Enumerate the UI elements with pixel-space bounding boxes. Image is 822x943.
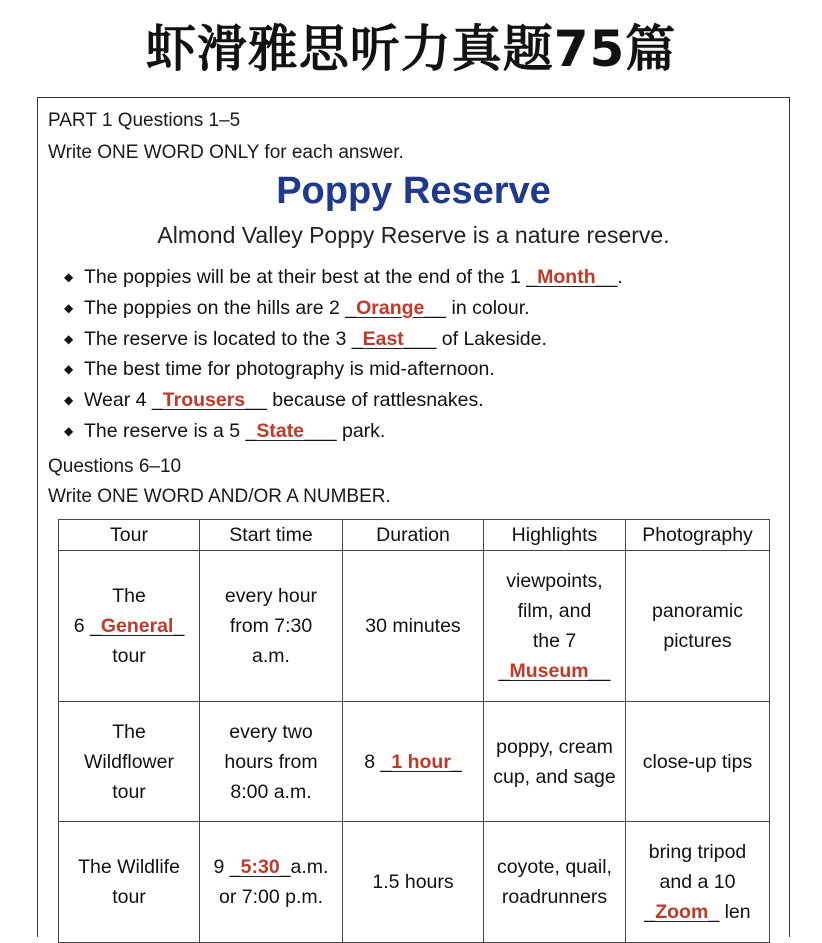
part2-heading: Questions 6–10	[48, 456, 182, 477]
table-cell: The 6 _General_ tour	[59, 551, 200, 702]
bullet-icon: ◆	[64, 331, 74, 346]
table-cell: panoramic pictures	[626, 551, 770, 702]
column-header: Duration	[343, 520, 484, 551]
table-cell: close-up tips	[626, 702, 770, 822]
table-row	[59, 702, 770, 822]
table-cell: 8 _1 hour_	[343, 702, 484, 822]
table-cell: bring tripod and a 10 _Zoom_ len	[626, 822, 770, 943]
list-item: ◆ The reserve is located to the 3 _East___ of Lakeside.	[64, 324, 764, 355]
table-cell: The Wildlife tour	[59, 822, 200, 943]
table-header-row	[59, 520, 770, 551]
tour-table	[58, 519, 770, 943]
answer-4: Trousers	[162, 389, 246, 412]
column-header: Tour	[59, 520, 200, 551]
answer-2: Orange	[356, 296, 425, 319]
table-cell: coyote, quail, roadrunners	[484, 822, 626, 943]
list-item: ◆ The reserve is a 5 _State___ park.	[64, 416, 764, 447]
answer-9: 5:30	[240, 856, 280, 878]
worksheet-title: Poppy Reserve	[276, 170, 551, 212]
part1-instruction: Write ONE WORD ONLY for each answer.	[48, 142, 404, 163]
table-cell: viewpoints, film, and the 7 _Museum__	[484, 551, 626, 702]
answer-3: East	[362, 327, 404, 350]
part1-heading: PART 1 Questions 1–5	[48, 110, 241, 131]
table-cell: 9 _5:30_a.m. or 7:00 p.m.	[200, 822, 343, 943]
bullet-icon: ◆	[64, 270, 74, 284]
answer-1: Month	[537, 266, 596, 288]
answer-5: State	[256, 419, 305, 442]
column-header: Photography	[626, 520, 770, 551]
banner-title: 虾滑雅思听力真题75篇	[145, 20, 677, 78]
answer-7: Museum	[509, 660, 589, 682]
bullet-icon: ◆	[64, 423, 74, 438]
table-cell: every two hours from 8:00 a.m.	[200, 702, 343, 822]
table-cell: 30 minutes	[343, 551, 484, 702]
note-list	[64, 262, 764, 447]
answer-6: General	[100, 615, 174, 637]
bullet-icon: ◆	[64, 393, 74, 408]
column-header: Highlights	[484, 520, 626, 551]
bullet-icon: ◆	[64, 300, 74, 315]
answer-10: Zoom	[655, 901, 709, 923]
answer-8: 1 hour	[391, 750, 451, 773]
bullet-icon: ◆	[64, 362, 74, 377]
list-item: ◆ Wear 4 _Trousers__ because of rattlesnakes.	[64, 385, 764, 416]
list-item: ◆ The best time for photography is mid-afternoon.	[64, 354, 764, 385]
table-cell: The Wildflower tour	[59, 702, 200, 822]
part2-instruction: Write ONE WORD AND/OR A NUMBER.	[48, 486, 391, 507]
table-cell: poppy, cream cup, and sage	[484, 702, 626, 822]
table-row	[59, 551, 770, 702]
list-item: ◆ The poppies will be at their best at the end of the 1 _Month__.	[64, 262, 764, 293]
table-cell: 1.5 hours	[343, 822, 484, 943]
table-row	[59, 822, 770, 943]
column-header: Start time	[200, 520, 343, 551]
worksheet-intro: Almond Valley Poppy Reserve is a nature reserve.	[157, 222, 670, 248]
worksheet	[37, 97, 790, 937]
table-cell: every hour from 7:30 a.m.	[200, 551, 343, 702]
list-item: ◆ The poppies on the hills are 2 _Orange__ in colour.	[64, 293, 764, 324]
